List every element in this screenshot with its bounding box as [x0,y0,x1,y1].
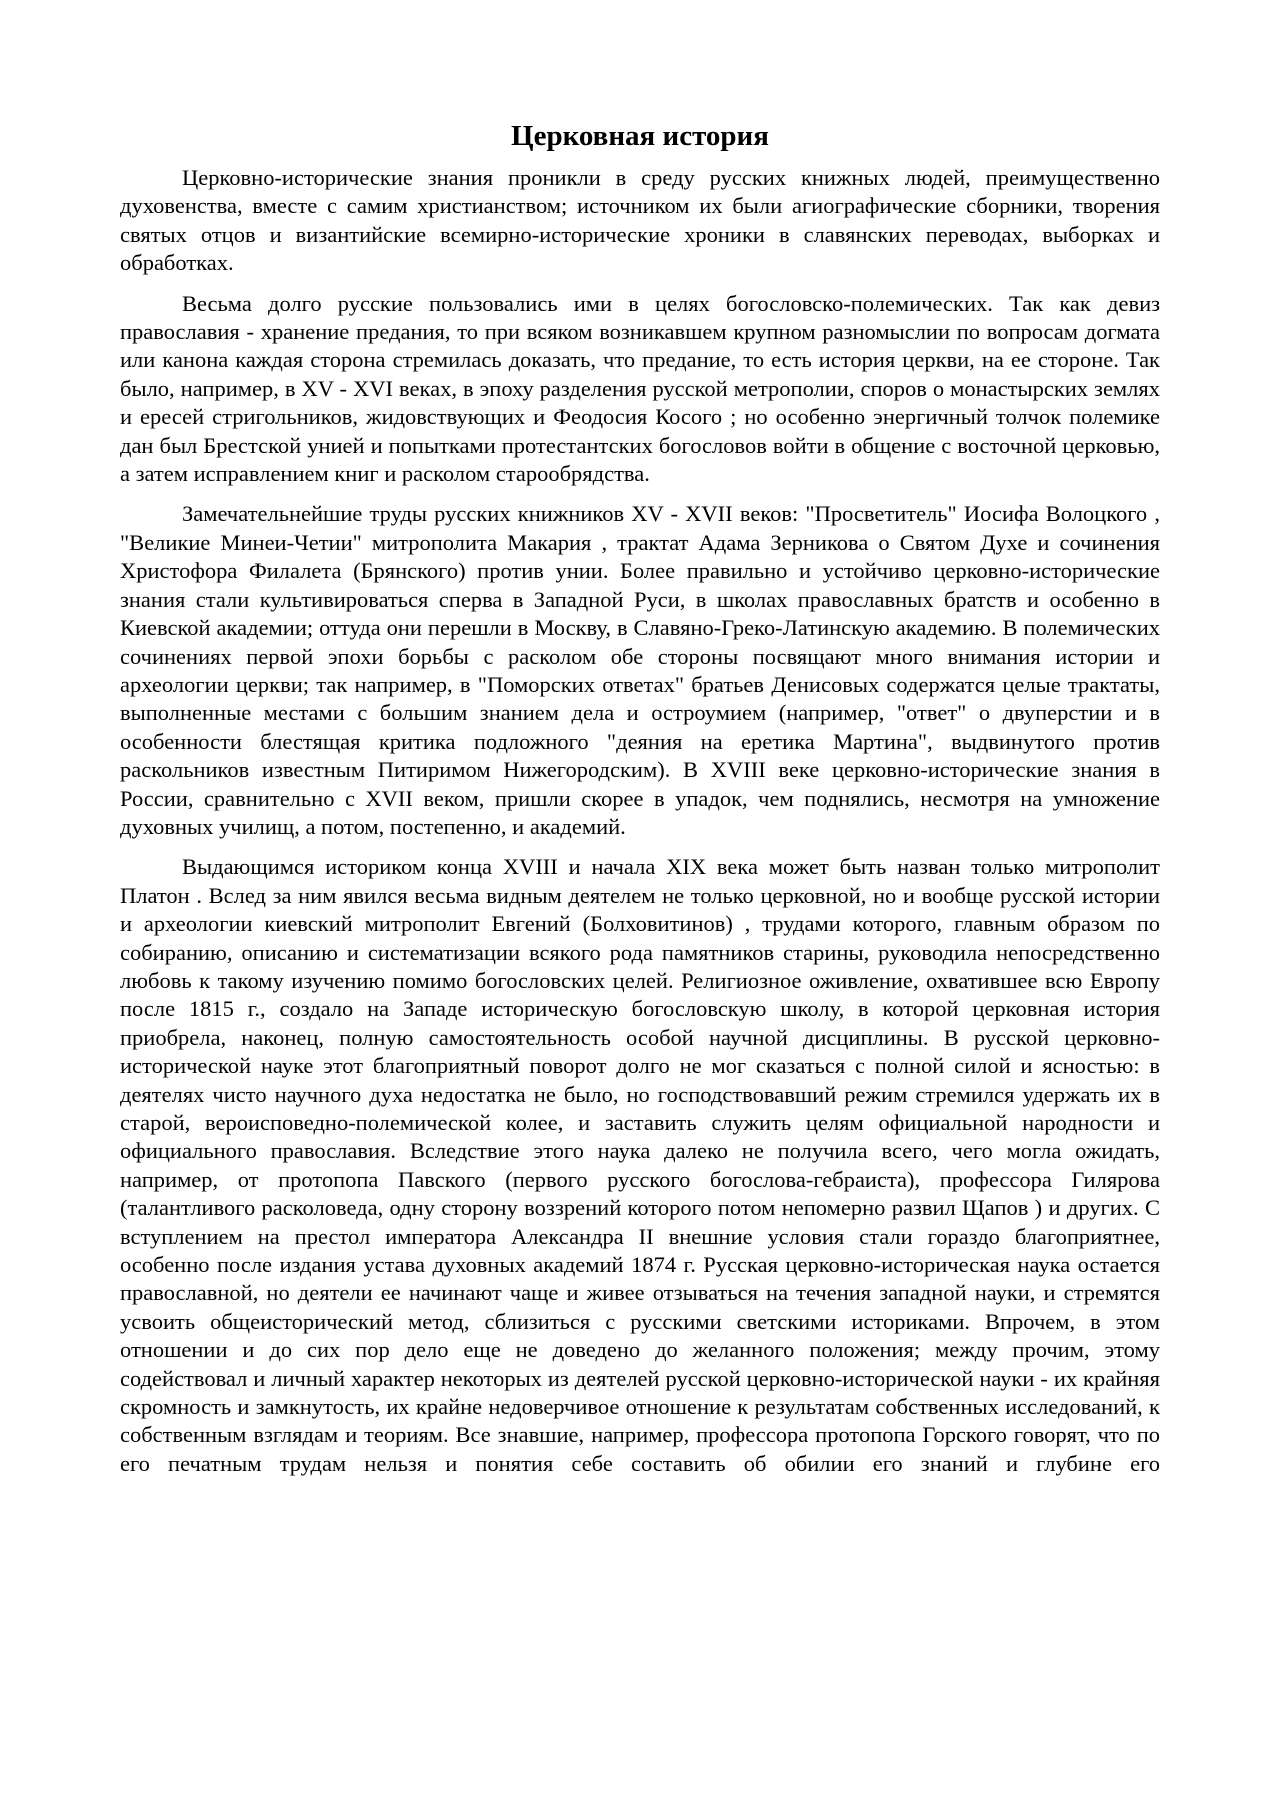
paragraph-4: Выдающимся историком конца XVIII и начала XIX века может быть назван только митрополит Платон . Вслед за ним явился весьма видным деятелем не только церковной, но и вообще русской истории и археологии киевский митрополит Евгений (Болховитинов) , трудами которого, главным образом по собиранию, описанию и систематизации всякого рода памятников старины, руководила непосредственно любовь к такому изучению помимо богословских целей. Религиозное оживление, охватившее всю Европу после 1815 г., создало на Западе историческую богословскую школу, в которой церковная история приобрела, наконец, полную самостоятельность особой научной дисциплины. В русской церковно-исторической науке этот благоприятный поворот долго не мог сказаться с полной силой и ясностью: в деятелях чисто научного духа недостатка не было, но господствовавший режим стремился удержать их в старой, вероисповедно-полемической колее, и заставить служить целям официальной народности и официального православия. Вследствие этого наука далеко не получила всего, чего могла ожидать, например, от протопопа Павского (первого русского богослова-гебраиста), профессора Гилярова (талантливого расколоведа, одну сторону воззрений которого потом непомерно развил Щапов ) и других. С вступлением на престол императора Александра II внешние условия стали гораздо благоприятнее, особенно после издания устава духовных академий 1874 г. Русская церковно-историческая наука остается православной, но деятели ее начинают чаще и живее отзываться на течения западной науки, и стремятся усвоить общеисторический метод, сблизиться с русскими светскими историками. Впрочем, в этом отношении и до сих пор дело еще не доведено до желанного положения; между прочим, этому содействовал и личный характер некоторых из деятелей русской церковно-исторической науки - их крайняя скромность и замкнутость, их крайне недоверчивое отношение к результатам собственных исследований, к собственным взглядам и теориям. Все знавшие, например, профессора протопопа Горского говорят, что по его печатным трудам нельзя и понятия себе составить об обилии его знаний и глубине его [120,854,1160,1476]
paragraph-3: Замечательнейшие труды русских книжников XV - XVII веков: "Просветитель" Иосифа Волоцкого , "Великие Минеи-Четии" митрополита Макария , трактат Адама Зерникова о Святом Духе и сочинения Христофора Филалета (Брянского) против унии. Более правильно и устойчиво церковно-исторические знания стали культивироваться сперва в Западной Руси, в школах православных братств и особенно в Киевской академии; оттуда они перешли в Москву, в Славяно-Греко-Латинскую академию. В полемических сочинениях первой эпохи борьбы с расколом обе стороны посвящают много внимания истории и археологии церкви; так например, в "Поморских ответах" братьев Денисовых содержатся целые трактаты, выполненные местами с большим знанием дела и остроумием (например, "ответ" о двуперстии и в особенности блестящая критика подложного "деяния на еретика Мартина", выдвинутого против раскольников известным Питиримом Нижегородским). В XVIII веке церковно-исторические знания в России, сравнительно с XVII веком, пришли скорее в упадок, чем поднялись, несмотря на умножение духовных училищ, а потом, постепенно, и академий. [120,501,1160,839]
page-title: Церковная история [511,120,769,152]
paragraph-2: Весьма долго русские пользовались ими в целях богословско-полемических. Так как девиз православия - хранение предания, то при всяком возникавшем крупном разномыслии по вопросам догмата или канона каждая сторона стремилась доказать, что предание, то есть история церкви, на ее стороне. Так было, например, в XV - XVI веках, в эпоху разделения русской метрополии, споров о монастырских землях и ересей стригольников, жидовствующих и Феодосия Косого ; но особенно энергичный толчок полемике дан был Брестской унией и попытками протестантских богословов войти в общение с восточной церковью, а затем исправлением книг и расколом старообрядства. [120,290,1160,487]
paragraph-1: Церковно-исторические знания проникли в среду русских книжных людей, преимущественно духовенства, вместе с самим христианством; источником их были агиографические сборники, творения святых отцов и византийские всемирно-исторические хроники в славянских переводах, выборках и обработках. [120,165,1160,276]
document-page [120,118,1160,1478]
